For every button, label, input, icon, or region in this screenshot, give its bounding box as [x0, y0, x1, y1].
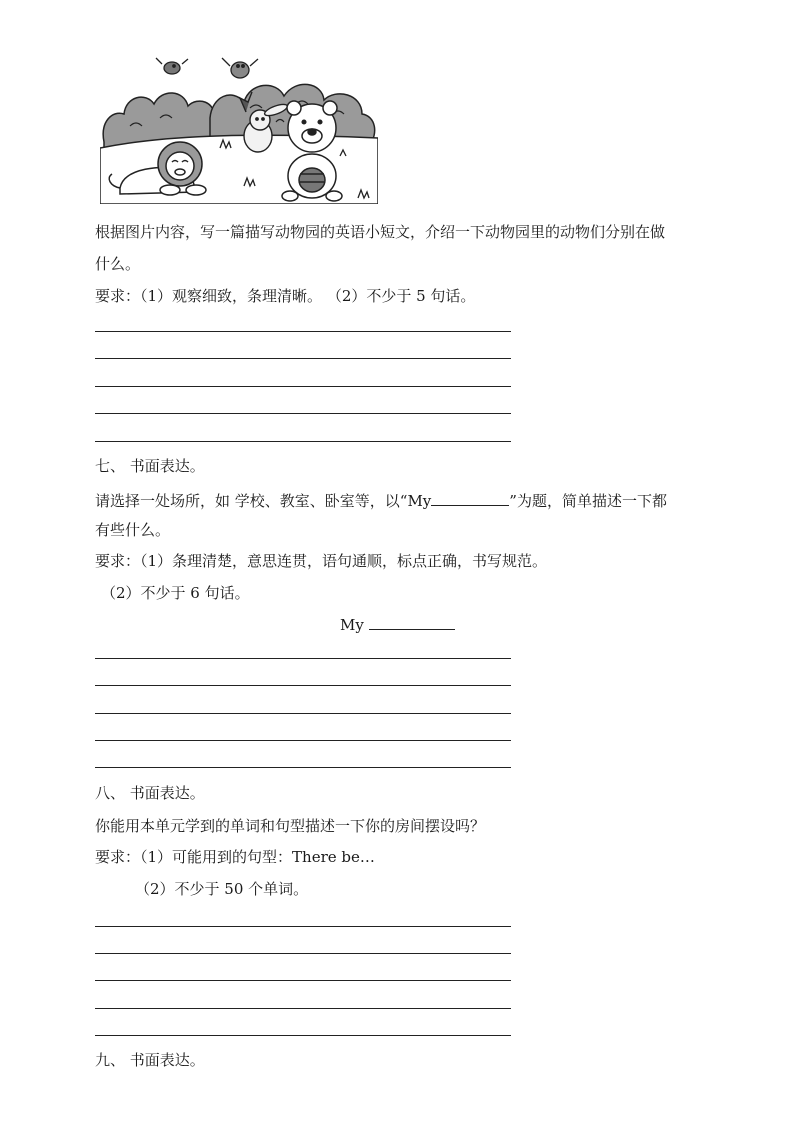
q6-writing-line-3[interactable] [95, 386, 511, 387]
q6-writing-line-5[interactable] [95, 441, 511, 442]
q8-writing-line-2[interactable] [95, 953, 511, 954]
q8-requirement1: 要求：（1）可能用到的句型：There be… [95, 848, 375, 866]
q7-requirement2: （2）不少于 6 句话。 [101, 584, 250, 602]
q8-writing-line-5[interactable] [95, 1035, 511, 1036]
q7-title-line-blank[interactable] [369, 614, 455, 630]
q7-writing-line-5[interactable] [95, 767, 511, 768]
q9-heading: 九、 书面表达。 [95, 1051, 205, 1069]
q7-writing-line-1[interactable] [95, 658, 511, 659]
q8-heading: 八、 书面表达。 [95, 784, 205, 802]
q6-writing-line-1[interactable] [95, 331, 511, 332]
q6-writing-line-4[interactable] [95, 413, 511, 414]
q8-requirement2: （2）不少于 50 个单词。 [135, 880, 309, 898]
q7-prompt-pre: 请选择一处场所，如 学校、教室、卧室等，以“My [95, 492, 432, 510]
q6-writing-line-2[interactable] [95, 358, 511, 359]
q6-prompt-line2: 什么。 [95, 255, 141, 273]
q8-writing-line-4[interactable] [95, 1008, 511, 1009]
q7-prompt-line2: 有些什么。 [95, 521, 171, 539]
q7-writing-line-2[interactable] [95, 685, 511, 686]
q7-writing-line-4[interactable] [95, 740, 511, 741]
q6-prompt-line1: 根据图片内容，写一篇描写动物园的英语小短文，介绍一下动物园里的动物们分别在做 [95, 223, 666, 241]
q8-prompt: 你能用本单元学到的单词和句型描述一下你的房间摆设吗？ [95, 817, 486, 835]
q7-title-blank[interactable] [431, 490, 509, 506]
q7-title-line [340, 614, 455, 635]
q7-writing-line-3[interactable] [95, 713, 511, 714]
q7-heading: 七、 书面表达。 [95, 457, 205, 475]
q7-prompt-line1 [95, 490, 667, 511]
q7-prompt-post: ”为题，简单描述一下都 [509, 492, 667, 510]
q6-requirement: 要求：（1）观察细致，条理清晰。 （2）不少于 5 句话。 [95, 287, 476, 305]
q8-writing-line-3[interactable] [95, 980, 511, 981]
q8-writing-line-1[interactable] [95, 926, 511, 927]
q7-requirement1: 要求：（1）条理清楚，意思连贯，语句通顺，标点正确，书写规范。 [95, 552, 548, 570]
zoo-animals-illustration [100, 52, 378, 204]
q7-title-word: My [340, 616, 364, 634]
